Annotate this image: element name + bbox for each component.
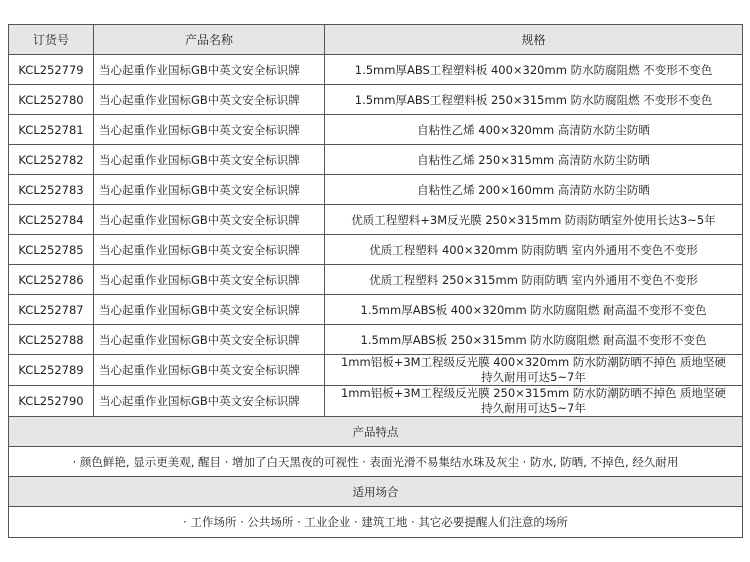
spec-cell: 1.5mm厚ABS板 400×320mm 防水防腐阻燃 耐高温不变形不变色 [325, 295, 743, 325]
spec-cell: 自粘性乙烯 250×315mm 高清防水防尘防晒 [325, 145, 743, 175]
usage-text: · 工作场所 · 公共场所 · 工业企业 · 建筑工地 · 其它必要提醒人们注意的场所 [9, 507, 743, 538]
features-header-row [9, 417, 743, 447]
table-row [9, 175, 743, 205]
spec-cell: 自粘性乙烯 200×160mm 高清防水防尘防晒 [325, 175, 743, 205]
spec-cell: 自粘性乙烯 400×320mm 高清防水防尘防晒 [325, 115, 743, 145]
order-no-cell: KCL252786 [9, 265, 94, 295]
spec-cell: 1.5mm厚ABS板 250×315mm 防水防腐阻燃 耐高温不变形不变色 [325, 325, 743, 355]
table-row [9, 355, 743, 386]
table-row [9, 55, 743, 85]
order-no-cell: KCL252784 [9, 205, 94, 235]
product-name-cell: 当心起重作业国标GB中英文安全标识牌 [94, 386, 325, 417]
table-row [9, 235, 743, 265]
product-name-cell: 当心起重作业国标GB中英文安全标识牌 [94, 325, 325, 355]
spec-line-1: 1mm铝板+3M工程级反光膜 400×320mm 防水防潮防晒不掉色 质地坚硬 [340, 355, 726, 369]
product-name-cell: 当心起重作业国标GB中英文安全标识牌 [94, 145, 325, 175]
product-name-cell: 当心起重作业国标GB中英文安全标识牌 [94, 355, 325, 386]
spec-line-2: 持久耐用可达5~7年 [481, 401, 586, 415]
spec-cell: 1.5mm厚ABS工程塑料板 400×320mm 防水防腐阻燃 不变形不变色 [325, 55, 743, 85]
order-no-cell: KCL252785 [9, 235, 94, 265]
header-order-no: 订货号 [9, 25, 94, 55]
product-name-cell: 当心起重作业国标GB中英文安全标识牌 [94, 175, 325, 205]
table-row [9, 115, 743, 145]
order-no-cell: KCL252779 [9, 55, 94, 85]
product-name-cell: 当心起重作业国标GB中英文安全标识牌 [94, 55, 325, 85]
order-no-cell: KCL252787 [9, 295, 94, 325]
features-text: · 颜色鲜艳, 显示更美观, 醒目 · 增加了白天黑夜的可视性 · 表面光滑不易集结水珠及灰尘 · 防水, 防晒, 不掉色, 经久耐用 [9, 447, 743, 477]
product-name-cell: 当心起重作业国标GB中英文安全标识牌 [94, 235, 325, 265]
product-name-cell: 当心起重作业国标GB中英文安全标识牌 [94, 295, 325, 325]
spec-cell: 1.5mm厚ABS工程塑料板 250×315mm 防水防腐阻燃 不变形不变色 [325, 85, 743, 115]
usage-header-row [9, 477, 743, 507]
table-row [9, 265, 743, 295]
product-spec-table [8, 24, 743, 538]
spec-cell: 优质工程塑料+3M反光膜 250×315mm 防雨防晒室外使用长达3~5年 [325, 205, 743, 235]
order-no-cell: KCL252781 [9, 115, 94, 145]
product-name-cell: 当心起重作业国标GB中英文安全标识牌 [94, 265, 325, 295]
table-row [9, 295, 743, 325]
spec-line-1: 1mm铝板+3M工程级反光膜 250×315mm 防水防潮防晒不掉色 质地坚硬 [340, 386, 726, 400]
header-spec: 规格 [325, 25, 743, 55]
spec-cell [325, 386, 743, 417]
features-row [9, 447, 743, 477]
table-header-row [9, 25, 743, 55]
header-product-name: 产品名称 [94, 25, 325, 55]
table-row [9, 85, 743, 115]
table-row [9, 145, 743, 175]
order-no-cell: KCL252780 [9, 85, 94, 115]
product-name-cell: 当心起重作业国标GB中英文安全标识牌 [94, 205, 325, 235]
spec-line-2: 持久耐用可达5~7年 [481, 370, 586, 384]
spec-cell [325, 355, 743, 386]
spec-cell: 优质工程塑料 400×320mm 防雨防晒 室内外通用不变色不变形 [325, 235, 743, 265]
usage-row [9, 507, 743, 538]
order-no-cell: KCL252789 [9, 355, 94, 386]
product-name-cell: 当心起重作业国标GB中英文安全标识牌 [94, 115, 325, 145]
table-row [9, 325, 743, 355]
product-name-cell: 当心起重作业国标GB中英文安全标识牌 [94, 85, 325, 115]
features-title: 产品特点 [9, 417, 743, 447]
order-no-cell: KCL252782 [9, 145, 94, 175]
spec-cell: 优质工程塑料 250×315mm 防雨防晒 室内外通用不变色不变形 [325, 265, 743, 295]
table-row [9, 205, 743, 235]
order-no-cell: KCL252783 [9, 175, 94, 205]
usage-title: 适用场合 [9, 477, 743, 507]
table-row [9, 386, 743, 417]
order-no-cell: KCL252790 [9, 386, 94, 417]
order-no-cell: KCL252788 [9, 325, 94, 355]
